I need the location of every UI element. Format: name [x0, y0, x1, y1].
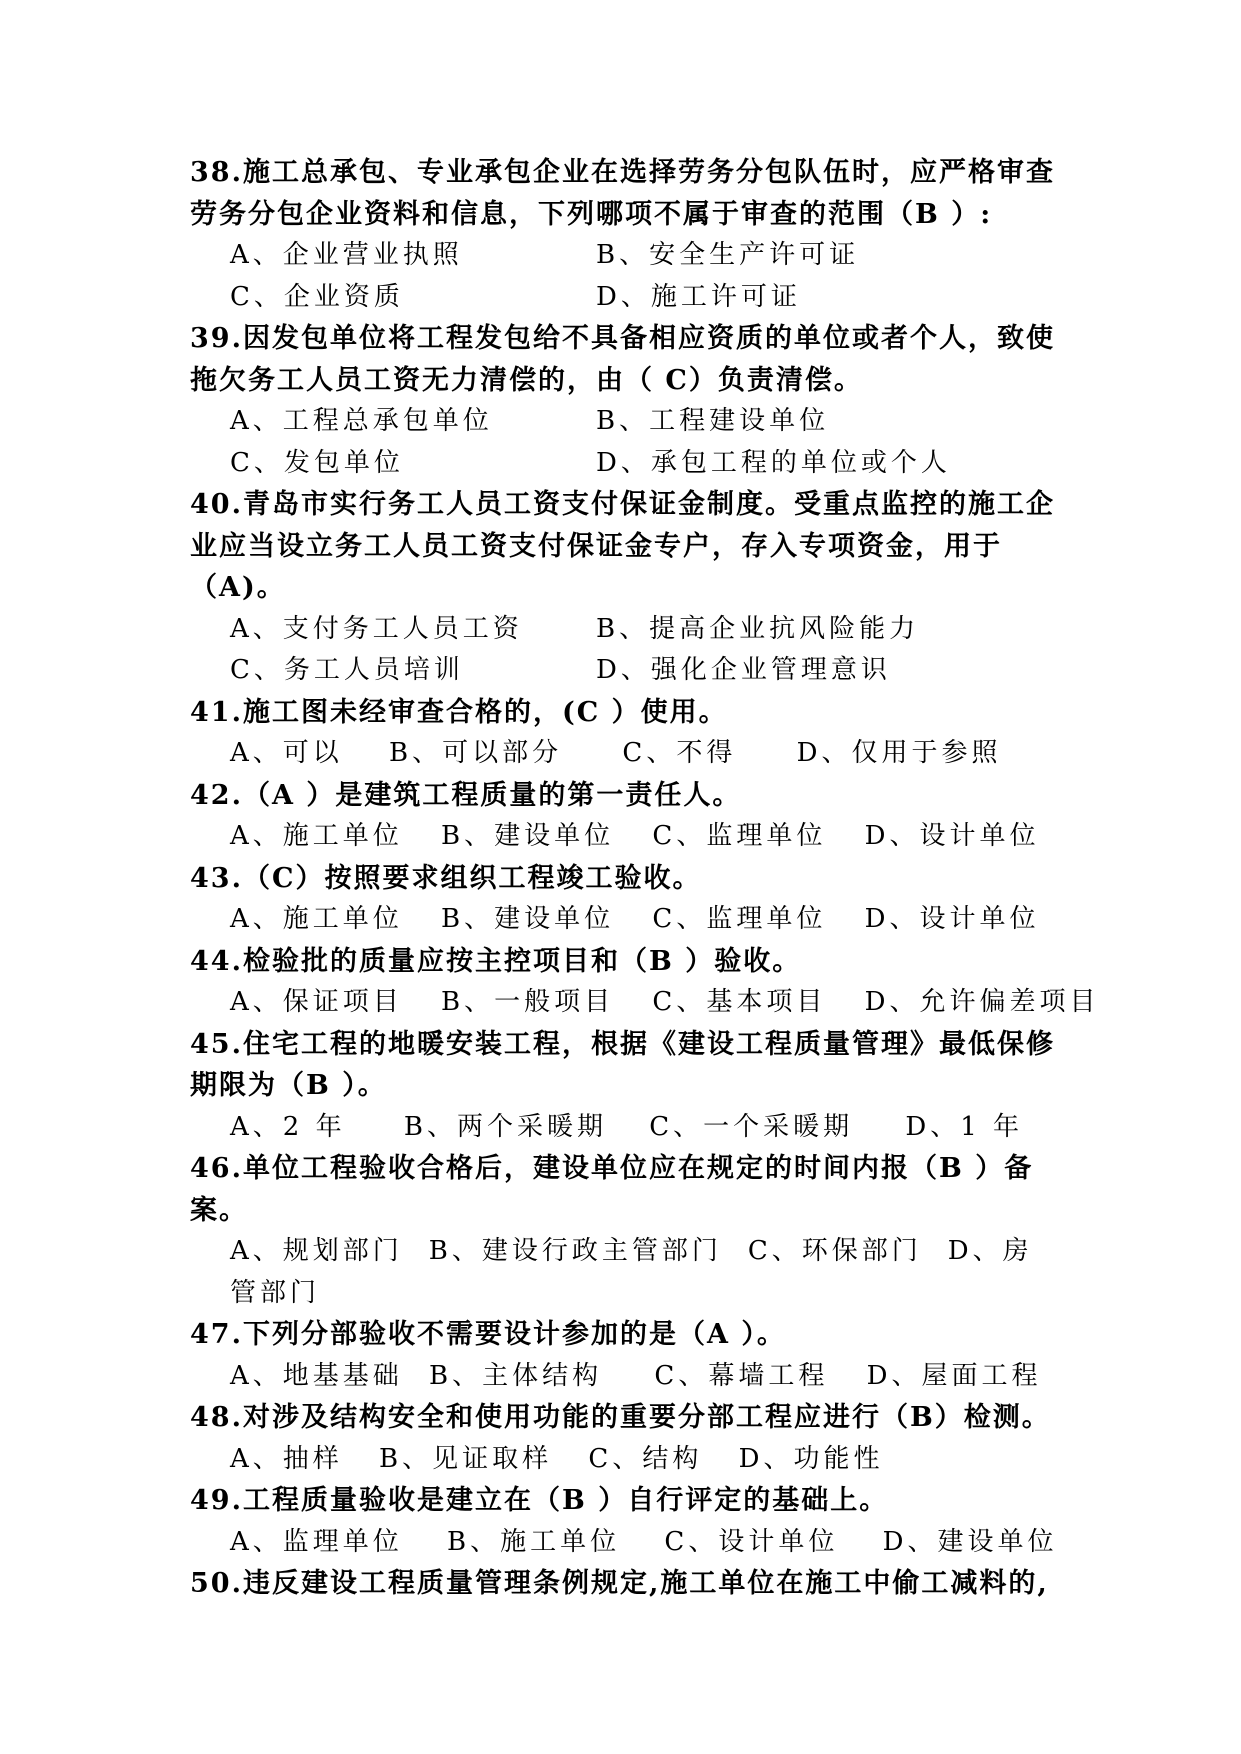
option-46-d: D、房管部门	[230, 1236, 1033, 1308]
options-49	[190, 1522, 1060, 1564]
options-47	[190, 1356, 1060, 1398]
option-46-c: C、环保部门	[747, 1236, 922, 1266]
options-48	[190, 1439, 1060, 1481]
option-47-b: B、主体结构	[429, 1360, 603, 1391]
option-38-b: B、安全生产许可证	[596, 240, 860, 270]
option-43-a: A、施工单位	[230, 904, 403, 934]
options-45	[190, 1107, 1060, 1149]
question-45: 45.住宅工程的地暖安装工程，根据《建设工程质量管理》最低保修期限为（B ）。	[190, 1028, 1055, 1101]
options-39-row1	[190, 401, 1060, 443]
question-49: 49.工程质量验收是建立在（B ）自行评定的基础上。	[190, 1485, 889, 1516]
option-49-a: A、监理单位	[230, 1526, 403, 1557]
option-44-d: D、允许偏差项目	[864, 987, 1100, 1017]
options-38-row2	[190, 277, 1060, 319]
option-42-b: B、建设单位	[441, 821, 615, 851]
option-46-a: A、规划部门	[230, 1236, 403, 1266]
option-40-a: A、支付务工人员工资	[230, 613, 523, 644]
question-list	[190, 152, 1100, 1605]
options-44	[190, 982, 1100, 1024]
option-47-c: C、幕墙工程	[654, 1360, 829, 1391]
option-38-d: D、施工许可证	[596, 281, 801, 312]
option-38-c: C、企业资质	[230, 281, 404, 312]
option-44-c: C、基本项目	[652, 987, 827, 1017]
option-45-b: B、两个采暖期	[403, 1111, 607, 1142]
options-40-row1	[190, 609, 1060, 651]
options-43	[190, 899, 1060, 941]
option-39-c: C、发包单位	[230, 447, 404, 478]
option-46-b: B、建设行政主管部门	[428, 1236, 722, 1266]
option-41-b: B、可以部分	[389, 738, 563, 768]
option-39-a: A、工程总承包单位	[230, 406, 493, 436]
options-38-row1	[190, 235, 1060, 277]
question-46: 46.单位工程验收合格后，建设单位应在规定的时间内报（B ）备案。	[190, 1153, 1034, 1226]
question-38: 38.施工总承包、专业承包企业在选择劳务分包队伍时，应严格审查劳务分包企业资料和信息，下列哪项不属于审查的范围（B ）:	[190, 157, 1055, 230]
option-41-c: C、不得	[622, 738, 737, 768]
question-47: 47.下列分部验收不需要设计参加的是（A ）。	[190, 1319, 786, 1350]
question-41: 41.施工图未经审查合格的，(C ）使用。	[190, 696, 728, 728]
option-48-b: B、见证取样	[379, 1443, 553, 1474]
option-41-d: D、仅用于参照	[796, 738, 1002, 768]
option-49-c: C、设计单位	[664, 1526, 839, 1557]
option-45-a: A、2 年	[230, 1111, 346, 1142]
option-42-c: C、监理单位	[652, 821, 827, 851]
options-39-row2	[190, 443, 1060, 485]
options-41	[190, 733, 1060, 775]
option-44-b: B、一般项目	[441, 987, 615, 1017]
option-40-d: D、强化企业管理意识	[596, 655, 891, 685]
question-40: 40.青岛市实行务工人员工资支付保证金制度。受重点监控的施工企业应当设立务工人员工资支付保证金专户，存入专项资金，用于（A)。	[190, 489, 1055, 603]
question-48: 48.对涉及结构安全和使用功能的重要分部工程应进行（B）检测。	[190, 1402, 1051, 1433]
option-49-d: D、建设单位	[882, 1526, 1058, 1557]
question-50: 50.违反建设工程质量管理条例规定,施工单位在施工中偷工减料的,	[190, 1568, 1049, 1599]
option-39-b: B、工程建设单位	[596, 406, 830, 436]
question-43: 43.（C）按照要求组织工程竣工验收。	[190, 862, 702, 894]
option-45-d: D、1 年	[905, 1111, 1024, 1142]
option-47-d: D、屋面工程	[866, 1360, 1042, 1391]
question-39: 39.因发包单位将工程发包给不具备相应资质的单位或者个人，致使拖欠务工人员工资无力清偿的，由（ C）负责清偿。	[190, 323, 1055, 396]
option-40-b: B、提高企业抗风险能力	[596, 613, 920, 644]
option-48-c: C、结构	[588, 1443, 703, 1474]
question-42: 42.（A ）是建筑工程质量的第一责任人。	[190, 779, 742, 811]
question-44: 44.检验批的质量应按主控项目和（B ）验收。	[190, 945, 802, 977]
option-39-d: D、承包工程的单位或个人	[596, 447, 951, 478]
option-41-a: A、可以	[230, 738, 343, 768]
option-45-c: C、一个采暖期	[649, 1111, 854, 1142]
option-43-c: C、监理单位	[652, 904, 827, 934]
option-49-b: B、施工单位	[447, 1526, 621, 1557]
option-48-a: A、抽样	[230, 1443, 343, 1474]
options-40-row2	[190, 650, 1060, 692]
option-42-d: D、设计单位	[864, 821, 1040, 851]
option-48-d: D、功能性	[738, 1443, 884, 1474]
options-42	[190, 816, 1060, 858]
option-43-b: B、建设单位	[441, 904, 615, 934]
option-43-d: D、设计单位	[864, 904, 1040, 934]
option-42-a: A、施工单位	[230, 821, 403, 851]
option-47-a: A、地基基础	[230, 1360, 403, 1391]
option-40-c: C、务工人员培训	[230, 655, 464, 685]
option-38-a: A、企业营业执照	[230, 240, 463, 270]
options-46	[190, 1231, 1060, 1314]
option-44-a: A、保证项目	[230, 987, 403, 1017]
